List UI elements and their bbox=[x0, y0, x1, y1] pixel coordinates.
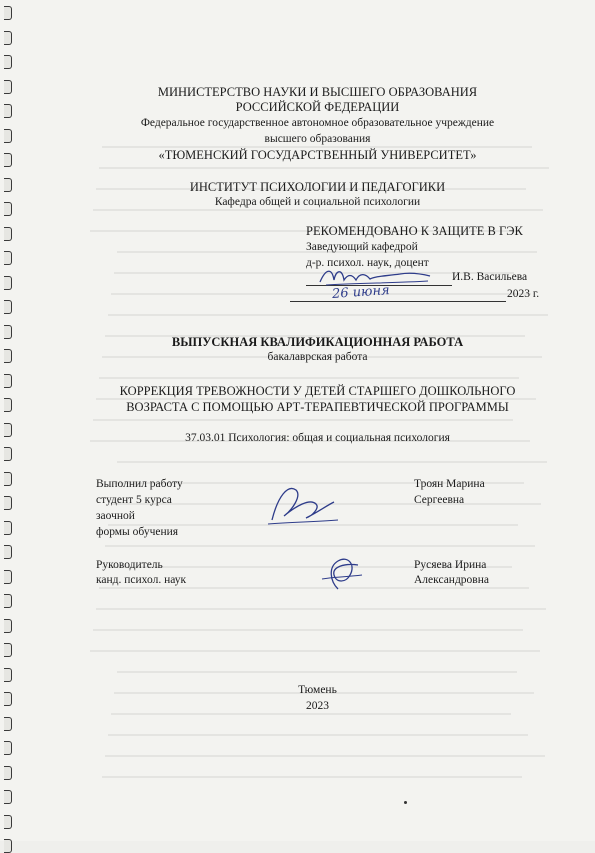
bleed-through-line bbox=[111, 293, 531, 295]
binding-hole bbox=[4, 6, 12, 20]
binding-hole bbox=[4, 447, 12, 461]
bleed-through-line bbox=[93, 209, 543, 211]
student-label-4: формы обучения bbox=[96, 526, 179, 538]
binding-hole bbox=[4, 55, 12, 69]
department-name: Кафедра общей и социальной психологии bbox=[214, 196, 421, 208]
binding-holes bbox=[0, 0, 18, 841]
bleed-through-line bbox=[111, 713, 511, 715]
student-name-2: Сергеевна bbox=[414, 494, 465, 506]
approval-heading: РЕКОМЕНДОВАНО К ЗАЩИТЕ В ГЭК bbox=[306, 224, 523, 238]
approval-date-line bbox=[290, 301, 506, 302]
binding-hole bbox=[4, 227, 12, 241]
binding-hole bbox=[4, 31, 12, 45]
binding-hole bbox=[4, 374, 12, 388]
binding-hole bbox=[4, 202, 12, 216]
binding-hole bbox=[4, 521, 12, 535]
binding-hole bbox=[4, 104, 12, 118]
binding-hole bbox=[4, 300, 12, 314]
bleed-through-line bbox=[117, 461, 547, 463]
work-title-line-2: ВОЗРАСТА С ПОМОЩЬЮ АРТ-ТЕРАПЕВТИЧЕСКОЙ ПРОГРАММЫ bbox=[126, 400, 509, 414]
speck bbox=[404, 801, 407, 804]
binding-hole bbox=[4, 594, 12, 608]
ministry-line-1: МИНИСТЕРСТВО НАУКИ И ВЫСШЕГО ОБРАЗОВАНИЯ bbox=[157, 85, 478, 99]
student-label-2: студент 5 курса bbox=[96, 494, 172, 506]
bleed-through-line bbox=[99, 167, 549, 169]
binding-hole bbox=[4, 839, 12, 853]
bleed-through-line bbox=[99, 377, 519, 379]
bleed-through-line bbox=[93, 419, 513, 421]
bleed-through-line bbox=[117, 671, 517, 673]
binding-hole bbox=[4, 815, 12, 829]
binding-hole bbox=[4, 325, 12, 339]
work-specialty: 37.03.01 Психология: общая и социальная психология bbox=[185, 432, 450, 444]
approval-name: И.В. Васильева bbox=[452, 271, 528, 283]
institution-line-1: Федеральное государственное автономное образовательное учреждение bbox=[140, 117, 495, 129]
ministry-line-2: РОССИЙСКОЙ ФЕДЕРАЦИИ bbox=[235, 100, 400, 114]
binding-hole bbox=[4, 251, 12, 265]
student-signature bbox=[262, 476, 342, 532]
work-type: ВЫПУСКНАЯ КВАЛИФИКАЦИОННАЯ РАБОТА bbox=[171, 335, 464, 349]
supervisor-name-2: Александровна bbox=[414, 574, 489, 586]
institute-name: ИНСТИТУТ ПСИХОЛОГИИ И ПЕДАГОГИКИ bbox=[189, 180, 446, 194]
supervisor-label-1: Руководитель bbox=[96, 559, 163, 571]
binding-hole bbox=[4, 766, 12, 780]
binding-hole bbox=[4, 423, 12, 437]
binding-hole bbox=[4, 153, 12, 167]
binding-hole bbox=[4, 741, 12, 755]
approval-date-handwritten: 26 июня bbox=[331, 283, 391, 302]
student-name-1: Троян Марина bbox=[414, 478, 485, 490]
binding-hole bbox=[4, 668, 12, 682]
bleed-through-line bbox=[96, 608, 546, 610]
binding-hole bbox=[4, 472, 12, 486]
bleed-through-line bbox=[105, 545, 535, 547]
supervisor-signature bbox=[316, 553, 366, 593]
binding-hole bbox=[4, 398, 12, 412]
bleed-through-line bbox=[108, 314, 548, 316]
binding-hole bbox=[4, 619, 12, 633]
binding-hole bbox=[4, 129, 12, 143]
binding-hole bbox=[4, 545, 12, 559]
institution-line-2: высшего образования bbox=[264, 133, 371, 145]
bleed-through-line bbox=[102, 776, 522, 778]
binding-hole bbox=[4, 790, 12, 804]
binding-hole bbox=[4, 276, 12, 290]
work-subtype: бакалаврская работа bbox=[267, 351, 368, 363]
bleed-through-line bbox=[99, 587, 529, 589]
university-name: «ТЮМЕНСКИЙ ГОСУДАРСТВЕННЫЙ УНИВЕРСИТЕТ» bbox=[158, 148, 477, 162]
binding-hole bbox=[4, 349, 12, 363]
approval-role: Заведующий кафедрой bbox=[306, 241, 418, 253]
footer-city: Тюмень bbox=[298, 684, 337, 696]
binding-hole bbox=[4, 178, 12, 192]
binding-hole bbox=[4, 570, 12, 584]
bleed-through-line bbox=[105, 755, 545, 757]
approval-year: 2023 г. bbox=[507, 288, 540, 300]
supervisor-label-2: канд. психол. наук bbox=[96, 574, 187, 586]
binding-hole bbox=[4, 717, 12, 731]
work-title-line-1: КОРРЕКЦИЯ ТРЕВОЖНОСТИ У ДЕТЕЙ СТАРШЕГО ДОШКОЛЬНОГО bbox=[119, 384, 516, 398]
bleed-through-line bbox=[108, 734, 528, 736]
binding-hole bbox=[4, 643, 12, 657]
bleed-through-line bbox=[93, 629, 523, 631]
binding-hole bbox=[4, 692, 12, 706]
student-label-1: Выполнил работу bbox=[96, 478, 183, 490]
approval-degree: д-р. психол. наук, доцент bbox=[306, 257, 429, 269]
supervisor-name-1: Русяева Ирина bbox=[414, 559, 487, 571]
student-label-3: заочной bbox=[96, 510, 135, 522]
footer-year: 2023 bbox=[306, 700, 329, 712]
binding-hole bbox=[4, 80, 12, 94]
bleed-through-line bbox=[90, 650, 540, 652]
binding-hole bbox=[4, 496, 12, 510]
